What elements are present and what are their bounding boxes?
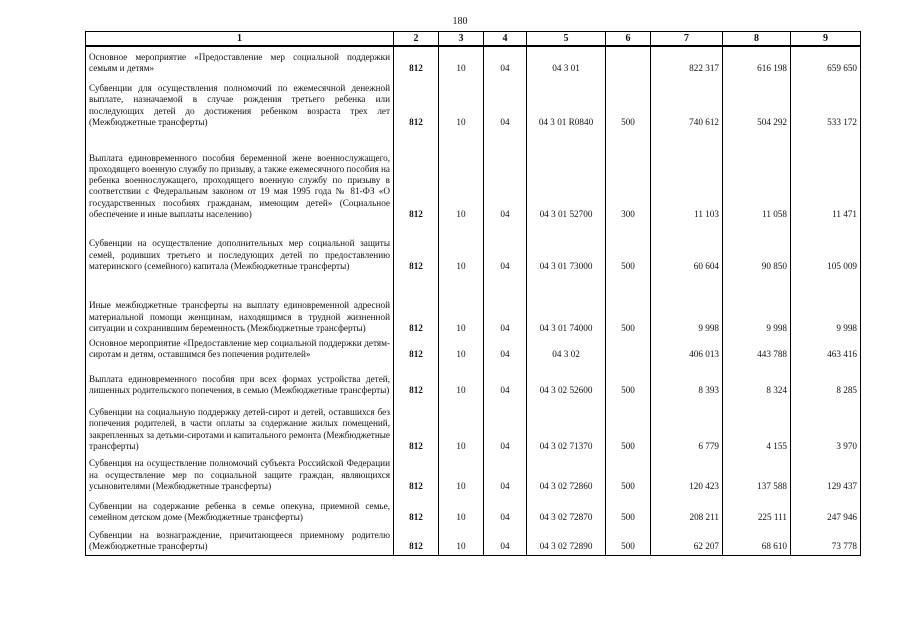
row-description: Основное мероприятие «Предоставление мер социальной поддержки семьям и детям» <box>86 46 394 76</box>
subsection-code: 04 <box>484 362 527 398</box>
column-header: 2 <box>394 32 439 47</box>
table-row <box>86 76 861 130</box>
section-code: 10 <box>439 336 484 362</box>
section-code: 10 <box>439 454 484 494</box>
target-article-code: 04 3 02 72870 <box>527 494 606 525</box>
section-code: 10 <box>439 362 484 398</box>
amount-year-3: 73 778 <box>791 525 861 555</box>
section-code: 10 <box>439 76 484 130</box>
expense-type-code: 500 <box>606 525 651 555</box>
column-header: 6 <box>606 32 651 47</box>
amount-year-2: 9 998 <box>723 274 791 336</box>
expense-type-code: 500 <box>606 494 651 525</box>
amount-year-3: 11 471 <box>791 130 861 222</box>
column-header: 1 <box>86 32 394 47</box>
expense-type-code: 500 <box>606 76 651 130</box>
admin-code: 812 <box>394 274 439 336</box>
amount-year-1: 406 013 <box>651 336 723 362</box>
amount-year-2: 616 198 <box>723 46 791 76</box>
amount-year-3: 129 437 <box>791 454 861 494</box>
amount-year-3: 3 970 <box>791 398 861 454</box>
row-description: Выплата единовременного пособия при всех формах устройства детей, лишенных родительского попечения, в семью (Межбюджетные трансферты) <box>86 362 394 398</box>
target-article-code: 04 3 02 <box>527 336 606 362</box>
amount-year-1: 822 317 <box>651 46 723 76</box>
subsection-code: 04 <box>484 274 527 336</box>
target-article-code: 04 3 01 52700 <box>527 130 606 222</box>
section-code: 10 <box>439 222 484 274</box>
section-code: 10 <box>439 130 484 222</box>
amount-year-1: 11 103 <box>651 130 723 222</box>
amount-year-3: 9 998 <box>791 274 861 336</box>
table-row <box>86 398 861 454</box>
column-header: 8 <box>723 32 791 47</box>
admin-code: 812 <box>394 494 439 525</box>
amount-year-1: 6 779 <box>651 398 723 454</box>
target-article-code: 04 3 01 <box>527 46 606 76</box>
amount-year-3: 533 172 <box>791 76 861 130</box>
admin-code: 812 <box>394 130 439 222</box>
admin-code: 812 <box>394 454 439 494</box>
table-row <box>86 130 861 222</box>
amount-year-1: 8 393 <box>651 362 723 398</box>
expense-type-code: 300 <box>606 130 651 222</box>
amount-year-3: 8 285 <box>791 362 861 398</box>
admin-code: 812 <box>394 398 439 454</box>
subsection-code: 04 <box>484 336 527 362</box>
admin-code: 812 <box>394 222 439 274</box>
table-row <box>86 222 861 274</box>
amount-year-2: 504 292 <box>723 76 791 130</box>
row-description: Субвенции для осуществления полномочий по ежемесячной денежной выплате, назначаемой в случае рождения третьего ребенка или последующих детей до достижения ребенком возраста трех лет (Межбюджетные трансферты) <box>86 76 394 130</box>
table-row <box>86 274 861 336</box>
amount-year-2: 225 111 <box>723 494 791 525</box>
admin-code: 812 <box>394 76 439 130</box>
subsection-code: 04 <box>484 398 527 454</box>
subsection-code: 04 <box>484 525 527 555</box>
amount-year-2: 11 058 <box>723 130 791 222</box>
amount-year-3: 105 009 <box>791 222 861 274</box>
table-row <box>86 336 861 362</box>
target-article-code: 04 3 02 72890 <box>527 525 606 555</box>
column-header: 3 <box>439 32 484 47</box>
column-header: 4 <box>484 32 527 47</box>
expense-type-code: 500 <box>606 398 651 454</box>
row-description: Субвенции на содержание ребенка в семье опекуна, приемной семье, семейном детском доме (Межбюджетные трансферты) <box>86 494 394 525</box>
subsection-code: 04 <box>484 46 527 76</box>
admin-code: 812 <box>394 336 439 362</box>
section-code: 10 <box>439 398 484 454</box>
row-description: Субвенции на осуществление дополнительных мер социальной защиты семей, родивших третьего и последующих детей по предоставлению материнского (семейного) капитала (Межбюджетные трансферты) <box>86 222 394 274</box>
admin-code: 812 <box>394 362 439 398</box>
row-description: Субвенция на осуществление полномочий субъекта Российской Федерации на осуществление мер по социальной защите граждан, являющихся усыновителями (Межбюджетные трансферты) <box>86 454 394 494</box>
amount-year-2: 137 588 <box>723 454 791 494</box>
section-code: 10 <box>439 525 484 555</box>
expense-type-code: 500 <box>606 274 651 336</box>
section-code: 10 <box>439 274 484 336</box>
amount-year-1: 62 207 <box>651 525 723 555</box>
subsection-code: 04 <box>484 222 527 274</box>
expense-type-code: 500 <box>606 454 651 494</box>
expense-type-code: 500 <box>606 222 651 274</box>
row-description: Иные межбюджетные трансферты на выплату единовременной адресной материальной помощи женщинам, находящимся в трудной жизненной ситуации и сохранившим беременность (Межбюджетные трансферты) <box>86 274 394 336</box>
amount-year-1: 120 423 <box>651 454 723 494</box>
table-row <box>86 362 861 398</box>
table-row <box>86 494 861 525</box>
expense-type-code <box>606 336 651 362</box>
target-article-code: 04 3 01 73000 <box>527 222 606 274</box>
amount-year-2: 68 610 <box>723 525 791 555</box>
amount-year-3: 463 416 <box>791 336 861 362</box>
table-row <box>86 525 861 555</box>
table-header-row <box>86 32 861 47</box>
budget-table <box>85 31 861 556</box>
row-description: Выплата единовременного пособия беременной жене военнослужащего, проходящего военную службу по призыву, а также ежемесячного пособия на ребенка военнослужащего, проходящего военную службу по призыву в соответствии с Федеральным законом от 19 мая 1995 года № 81-ФЗ «О государственных пособиях гражданам, имеющим детей» (Социальное обеспечение и иные выплаты населению) <box>86 130 394 222</box>
amount-year-2: 443 788 <box>723 336 791 362</box>
target-article-code: 04 3 01 74000 <box>527 274 606 336</box>
amount-year-1: 740 612 <box>651 76 723 130</box>
target-article-code: 04 3 02 71370 <box>527 398 606 454</box>
amount-year-3: 247 946 <box>791 494 861 525</box>
target-article-code: 04 3 02 52600 <box>527 362 606 398</box>
expense-type-code: 500 <box>606 362 651 398</box>
subsection-code: 04 <box>484 130 527 222</box>
row-description: Основное мероприятие «Предоставление мер социальной поддержки детям-сиротам и детям, оставшимся без попечения родителей» <box>86 336 394 362</box>
subsection-code: 04 <box>484 454 527 494</box>
section-code: 10 <box>439 46 484 76</box>
amount-year-1: 9 998 <box>651 274 723 336</box>
table-row <box>86 454 861 494</box>
subsection-code: 04 <box>484 494 527 525</box>
table-row <box>86 46 861 76</box>
column-header: 9 <box>791 32 861 47</box>
page-number: 180 <box>452 16 468 27</box>
column-header: 7 <box>651 32 723 47</box>
amount-year-1: 208 211 <box>651 494 723 525</box>
target-article-code: 04 3 01 R0840 <box>527 76 606 130</box>
amount-year-2: 4 155 <box>723 398 791 454</box>
row-description: Субвенции на вознаграждение, причитающееся приемному родителю (Межбюджетные трансферты) <box>86 525 394 555</box>
subsection-code: 04 <box>484 76 527 130</box>
expense-type-code <box>606 46 651 76</box>
column-header: 5 <box>527 32 606 47</box>
row-description: Субвенции на социальную поддержку детей-сирот и детей, оставшихся без попечения родителей, в части оплаты за содержание жилых помещений, закрепленных за детьми-сиротами и капитального ремонта (Межбюджетные трансферты) <box>86 398 394 454</box>
section-code: 10 <box>439 494 484 525</box>
amount-year-2: 8 324 <box>723 362 791 398</box>
amount-year-1: 60 604 <box>651 222 723 274</box>
admin-code: 812 <box>394 525 439 555</box>
amount-year-2: 90 850 <box>723 222 791 274</box>
target-article-code: 04 3 02 72860 <box>527 454 606 494</box>
admin-code: 812 <box>394 46 439 76</box>
amount-year-3: 659 650 <box>791 46 861 76</box>
